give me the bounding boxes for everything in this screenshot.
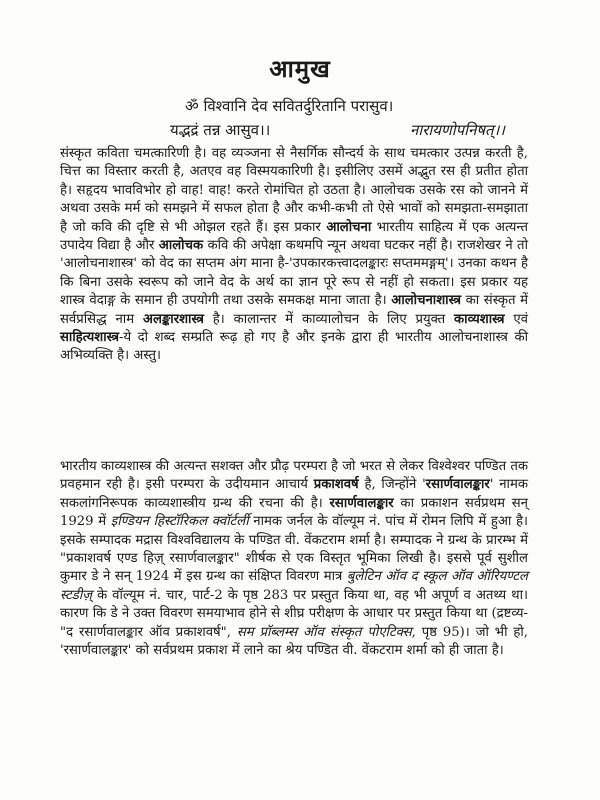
text-run: भारतीय काव्यशास्त्र की अत्यन्त सशक्त और प्रौढ़ परम्परा है जो भरत से लेकर विश्वेश्वर पण्डित तक प्रवहमान रही है। इसी परम्परा के उदीयमान आचार्य — [60, 459, 528, 493]
text-run: के वॉल्यूम नं. चार, पार्ट-2 के पृष्ठ 283 पर प्रस्तुत किया था, वह भी अपूर्ण व अतथ्य था। कारण कि डे ने उक्त विवरण समयाभाव होने से शीघ्र परीक्षण के आधार पर प्रस्तुत किया था (द्रष्टव्य-"द रसार्णवालङ्कार ऑव प्रकाशवर्ष", — [60, 587, 528, 640]
bold-term: काव्यशास्त्र — [454, 311, 505, 327]
text-run: संस्कृत कविता चमत्कारिणी है। वह व्यञ्जना से नैसर्गिक सौन्दर्य के साथ चमत्कार उत्पन्न करती है, चित्त का विस्तार करती है, अतएव वह विस्मयकारिणी है। इसीलिए उसमें अद्भुत रस ही प्रतीत होता है। सहृदय भावविभोर हो वाह! वाह! करते रोमांचित हो उठता है। आलोचक उसके रस को जानने में अथवा उसके मर्म को समझने में सफल होता है और कभी-कभी तो ऐसे भावों को समझता-समझाता है जो कवि की दृष्टि से भी ओझल रहते हैं। इस प्रकार — [60, 146, 528, 235]
bold-term: आलोचनाशास्त्र — [391, 293, 461, 309]
italic-title: सम प्रॉब्लम्स ऑव संस्कृत पोएटिक्स — [236, 624, 412, 640]
bold-term: साहित्यशास्त्र — [60, 330, 120, 346]
bold-term: रसार्णवालङ्कार — [425, 477, 490, 493]
text-run: एवं — [504, 311, 528, 327]
italic-title: इण्डियन हिस्टॉरिकल क्वॉर्टर्ली — [110, 514, 249, 530]
text-run: कवि की अपेक्षा कथमपि न्यून अथवा घटकर नहीं है। राजशेखर ने तो 'आलोचनाशास्त्र' को वेद का सप्तम अंग माना है-'उपकारकत्त्वादलङ्कारः सप्तममङ्गम्'। उनका कथन है कि बिना उसके स्वरूप को जाने वेद के अर्थ का ज्ञान पूरे रूप से नहीं हो सकता। इस प्रकार यह शास्त्र वेदाङ्ग के समान ही उपयोगी तथा उसके समकक्ष माना जाता है। — [60, 238, 528, 309]
text-run: का संस्कृत में सर्वप्रसिद्ध नाम — [60, 293, 528, 327]
text-run: भारतीय साहित्य में एक अत्यन्त उपादेय विद्या है और — [60, 219, 529, 254]
text-run: है। कालान्तर में काव्यालोचन के लिए प्रयुक्त — [203, 311, 455, 327]
italic-title: बुलेटिन ऑव द स्कूल ऑव ऑरियण्टल स्टडीज़् — [60, 569, 528, 603]
invocation-line-1: ॐ विश्वानि देव सवितर्दुरितानि परासुव। — [185, 97, 394, 115]
bold-term: अलङ्कारशास्त्र — [142, 311, 204, 327]
text-run: -ये दो शब्द सम्प्रति रूढ़ हो गए है और इनके द्वारा ही भारतीय आलोचनाशास्त्र की अभिव्यक्ति है। अस्तु। — [60, 330, 528, 364]
page-title: आमुख — [269, 54, 331, 83]
text-run: है, जिन्होंने ' — [358, 477, 426, 493]
bold-term: प्रकाशवर्ष — [313, 477, 359, 493]
text-run: ' नामक सकलांगनिरूपक काव्यशास्त्रीय ग्रन्थ की रचना की है। — [60, 477, 528, 511]
bold-term: रसार्णवालङ्कार — [329, 495, 394, 511]
paragraph-2 — [60, 458, 528, 660]
invocation-source: नारायणोपनिषत्।। — [410, 121, 505, 139]
text-run: , पृष्ठ 95)। जो भी हो, 'रसार्णवालङ्कार' को सर्वप्रथम प्रकाश में लाने का श्रेय पण्डित वी. वेंकटराम शर्मा को ही जाता है। — [60, 624, 528, 659]
bold-term: आलोचक — [158, 238, 204, 254]
invocation-line-2: यद्भद्रं तन्न आसुव।। — [170, 121, 271, 139]
bold-term: आलोचना — [326, 219, 372, 235]
text-run: का प्रकाशन सर्वप्रथम सन् 1929 में — [60, 495, 528, 530]
text-run: नामक जर्नल के वॉल्यूम नं. पांच में रोमन लिपि में हुआ है। इसके सम्पादक मद्रास विश्वविद्यालय के पण्डित वी. वेंकटराम शर्मा है। सम्पादक ने ग्रन्थ के प्रारम्भ में "प्रकाशवर्ष एण्ड हिज़् रसार्णवालङ्कार" शीर्षक से एक विस्तृत भूमिका लिखी है। इससे पूर्व सुशील कुमार डे ने सन् 1924 में इस ग्रन्थ का संक्षिप्त विवरण मात्र — [60, 514, 528, 585]
paragraph-1 — [60, 145, 528, 366]
